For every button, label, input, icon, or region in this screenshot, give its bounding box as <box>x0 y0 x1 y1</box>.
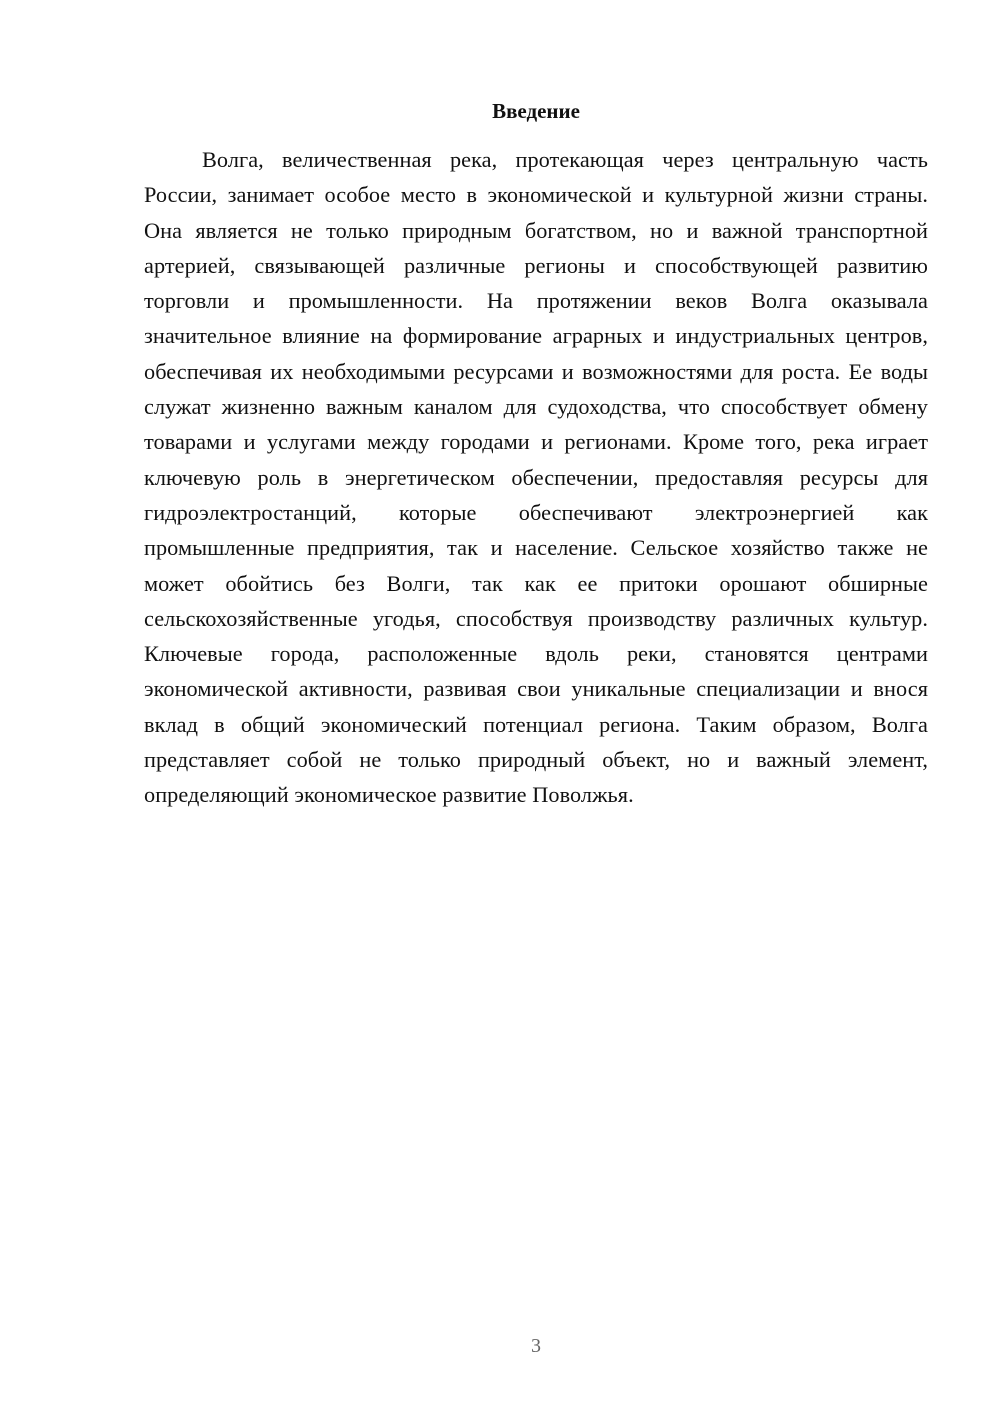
section-heading: Введение <box>492 99 580 123</box>
body-paragraph: Волга, величественная река, протекающая через центральную часть России, занимает особое место в экономической и культурной жизни страны. Она является не только природным богатством, но и важной транспортной артерией, связывающей различные регионы и способствующей развитию торговли и промышленности. На протяжении веков Волга оказывала значительное влияние на формирование аграрных и индустриальных центров, обеспечивая их необходимыми ресурсами и возможностями для роста. Ее воды служат жизненно важным каналом для судоходства, что способствует обмену товарами и услугами между городами и регионами. Кроме того, река играет ключевую роль в энергетическом обеспечении, предоставляя ресурсы для гидроэлектростанций, которые обеспечивают электроэнергией как промышленные предприятия, так и население. Сельское хозяйство также не может обойтись без Волги, так как ее притоки орошают обширные сельскохозяйственные угодья, способствуя производству различных культур. Ключевые города, расположенные вдоль реки, становятся центрами экономической активности, развивая свои уникальные специализации и внося вклад в общий экономический потенциал региона. Таким образом, Волга представляет собой не только природный объект, но и важный элемент, определяющий экономическое развитие Поволжья. <box>144 147 928 808</box>
page-number: 3 <box>531 1335 541 1357</box>
